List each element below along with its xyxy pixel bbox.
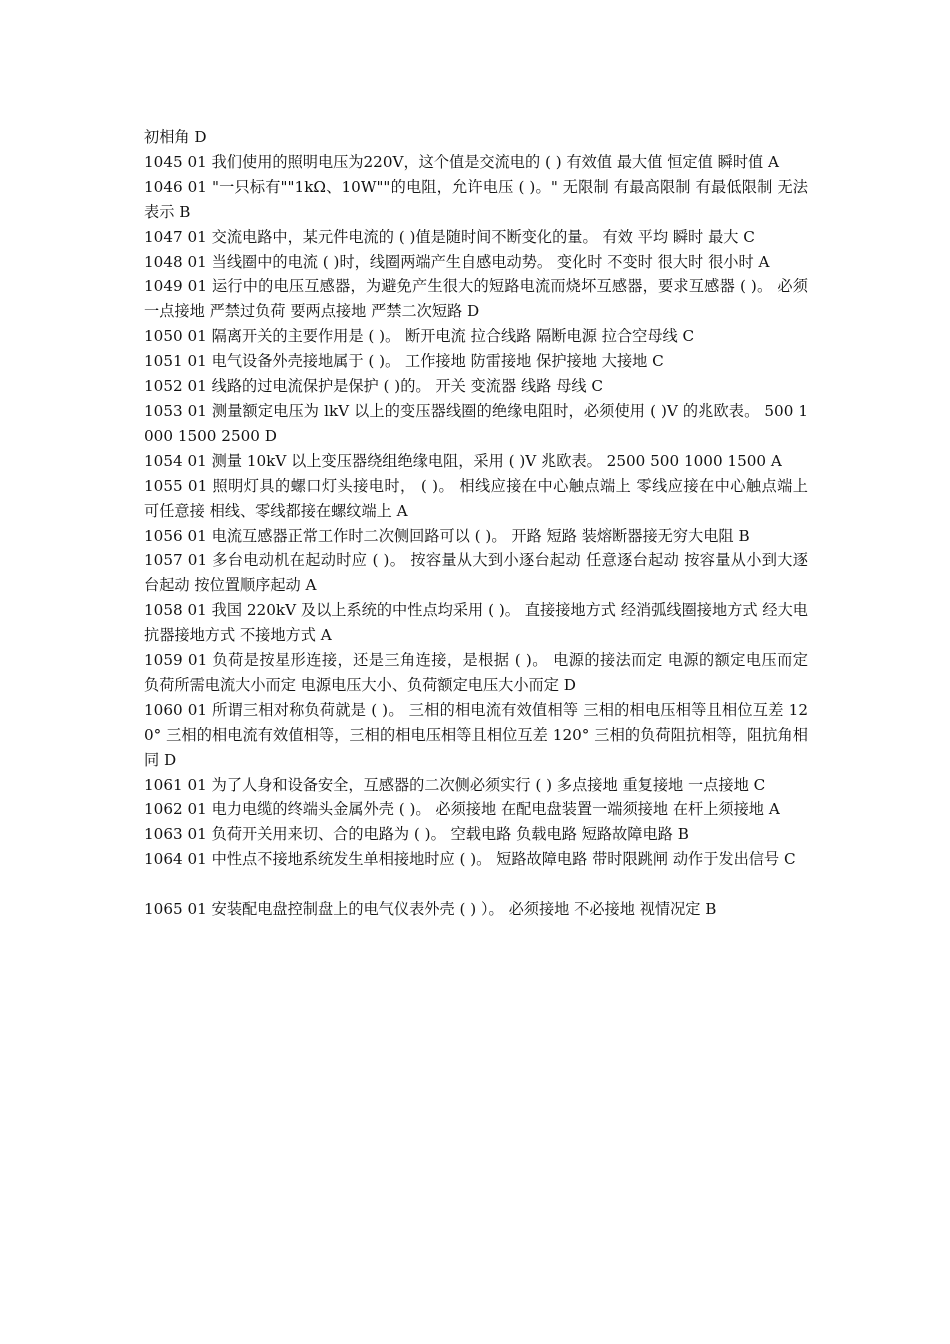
question-1060: 1060 01 所谓三相对称负荷就是 ( )。 三相的相电流有效值相等 三相的相电压相等且相位互差 120° 三相的相电流有效值相等，三相的相电压相等且相位互差 120° 三相的负荷阻抗相等，阻抗角相同 D — [144, 700, 808, 769]
question-1046: 1046 01 "一只标有""1kΩ、10W""的电阻，允许电压 ( )。" 无限制 有最高限制 有最低限制 无法表示 B — [144, 177, 808, 221]
question-1057: 1057 01 多台电动机在起动时应 ( )。 按容量从大到小逐台起动 任意逐台起动 按容量从小到大逐台起动 按位置顺序起动 A — [144, 551, 808, 595]
question-1058: 1058 01 我国 220kV 及以上系统的中性点均采用 ( )。 直接接地方式 经消弧线圈接地方式 经大电抗器接地方式 不接地方式 A — [144, 601, 808, 645]
paragraph-line: 初相角 D — [144, 128, 207, 146]
question-1047: 1047 01 交流电路中，某元件电流的 ( )值是随时间不断变化的量。 有效 平均 瞬时 最大 C — [144, 227, 755, 246]
question-1051: 1051 01 电气设备外壳接地属于 ( )。 工作接地 防雷接地 保护接地 大接地 C — [144, 352, 664, 371]
question-1053: 1053 01 测量额定电压为 lkV 以上的变压器线圈的绝缘电阻时，必须使用 ( )V 的兆欧表。 500 1000 1500 2500 D — [144, 401, 808, 445]
question-1061: 1061 01 为了人身和设备安全，互感器的二次侧必须实行 ( ) 多点接地 重复接地 一点接地 C — [144, 775, 766, 794]
question-1062: 1062 01 电力电缆的终端头金属外壳 ( )。 必须接地 在配电盘装置一端须接地 在杆上须接地 A — [144, 800, 780, 819]
question-1050: 1050 01 隔离开关的主要作用是 ( )。 断开电流 拉合线路 隔断电源 拉合空母线 C — [144, 327, 695, 346]
question-1063: 1063 01 负荷开关用来切、合的电路为 ( )。 空载电路 负载电路 短路故障电路 B — [144, 825, 689, 844]
question-1064: 1064 01 中性点不接地系统发生单相接地时应 ( )。 短路故障电路 带时限跳闸 动作于发出信号 C — [144, 850, 796, 869]
blank-line — [144, 872, 808, 897]
question-1059: 1059 01 负荷是按星形连接，还是三角连接，是根据 ( )。 电源的接法而定 电源的额定电压而定 负荷所需电流大小而定 电源电压大小、负荷额定电压大小而定 D — [144, 651, 808, 694]
question-1045: 1045 01 我们使用的照明电压为220V，这个值是交流电的 ( ) 有效值 最大值 恒定值 瞬时值 A — [144, 152, 780, 171]
question-1065: 1065 01 安装配电盘控制盘上的电气仪表外壳 ( ) ）。 必须接地 不必接地 视情况定 B — [144, 900, 717, 919]
question-1054: 1054 01 测量 10kV 以上变压器绕组绝缘电阻，采用 ( )V 兆欧表。 2500 500 1000 1500 A — [144, 451, 782, 470]
question-1049: 1049 01 运行中的电压互感器，为避免产生很大的短路电流而烧坏互感器，要求互感器 ( )。 必须一点接地 严禁过负荷 要两点接地 严禁二次短路 D — [144, 277, 808, 321]
document-body — [144, 125, 808, 922]
question-1056: 1056 01 电流互感器正常工作时二次侧回路可以 ( )。 开路 短路 装熔断器接无穷大电阻 B — [144, 526, 750, 545]
question-1052: 1052 01 线路的过电流保护是保护 ( )的。 开关 变流器 线路 母线 C — [144, 377, 604, 396]
question-1055: 1055 01 照明灯具的螺口灯头接电时， ( )。 相线应接在中心触点端上 零线应接在中心触点端上 可任意接 相线、零线都接在螺纹端上 A — [144, 476, 808, 520]
question-1048: 1048 01 当线圈中的电流 ( )时，线圈两端产生自感电动势。 变化时 不变时 很大时 很小时 A — [144, 252, 770, 271]
